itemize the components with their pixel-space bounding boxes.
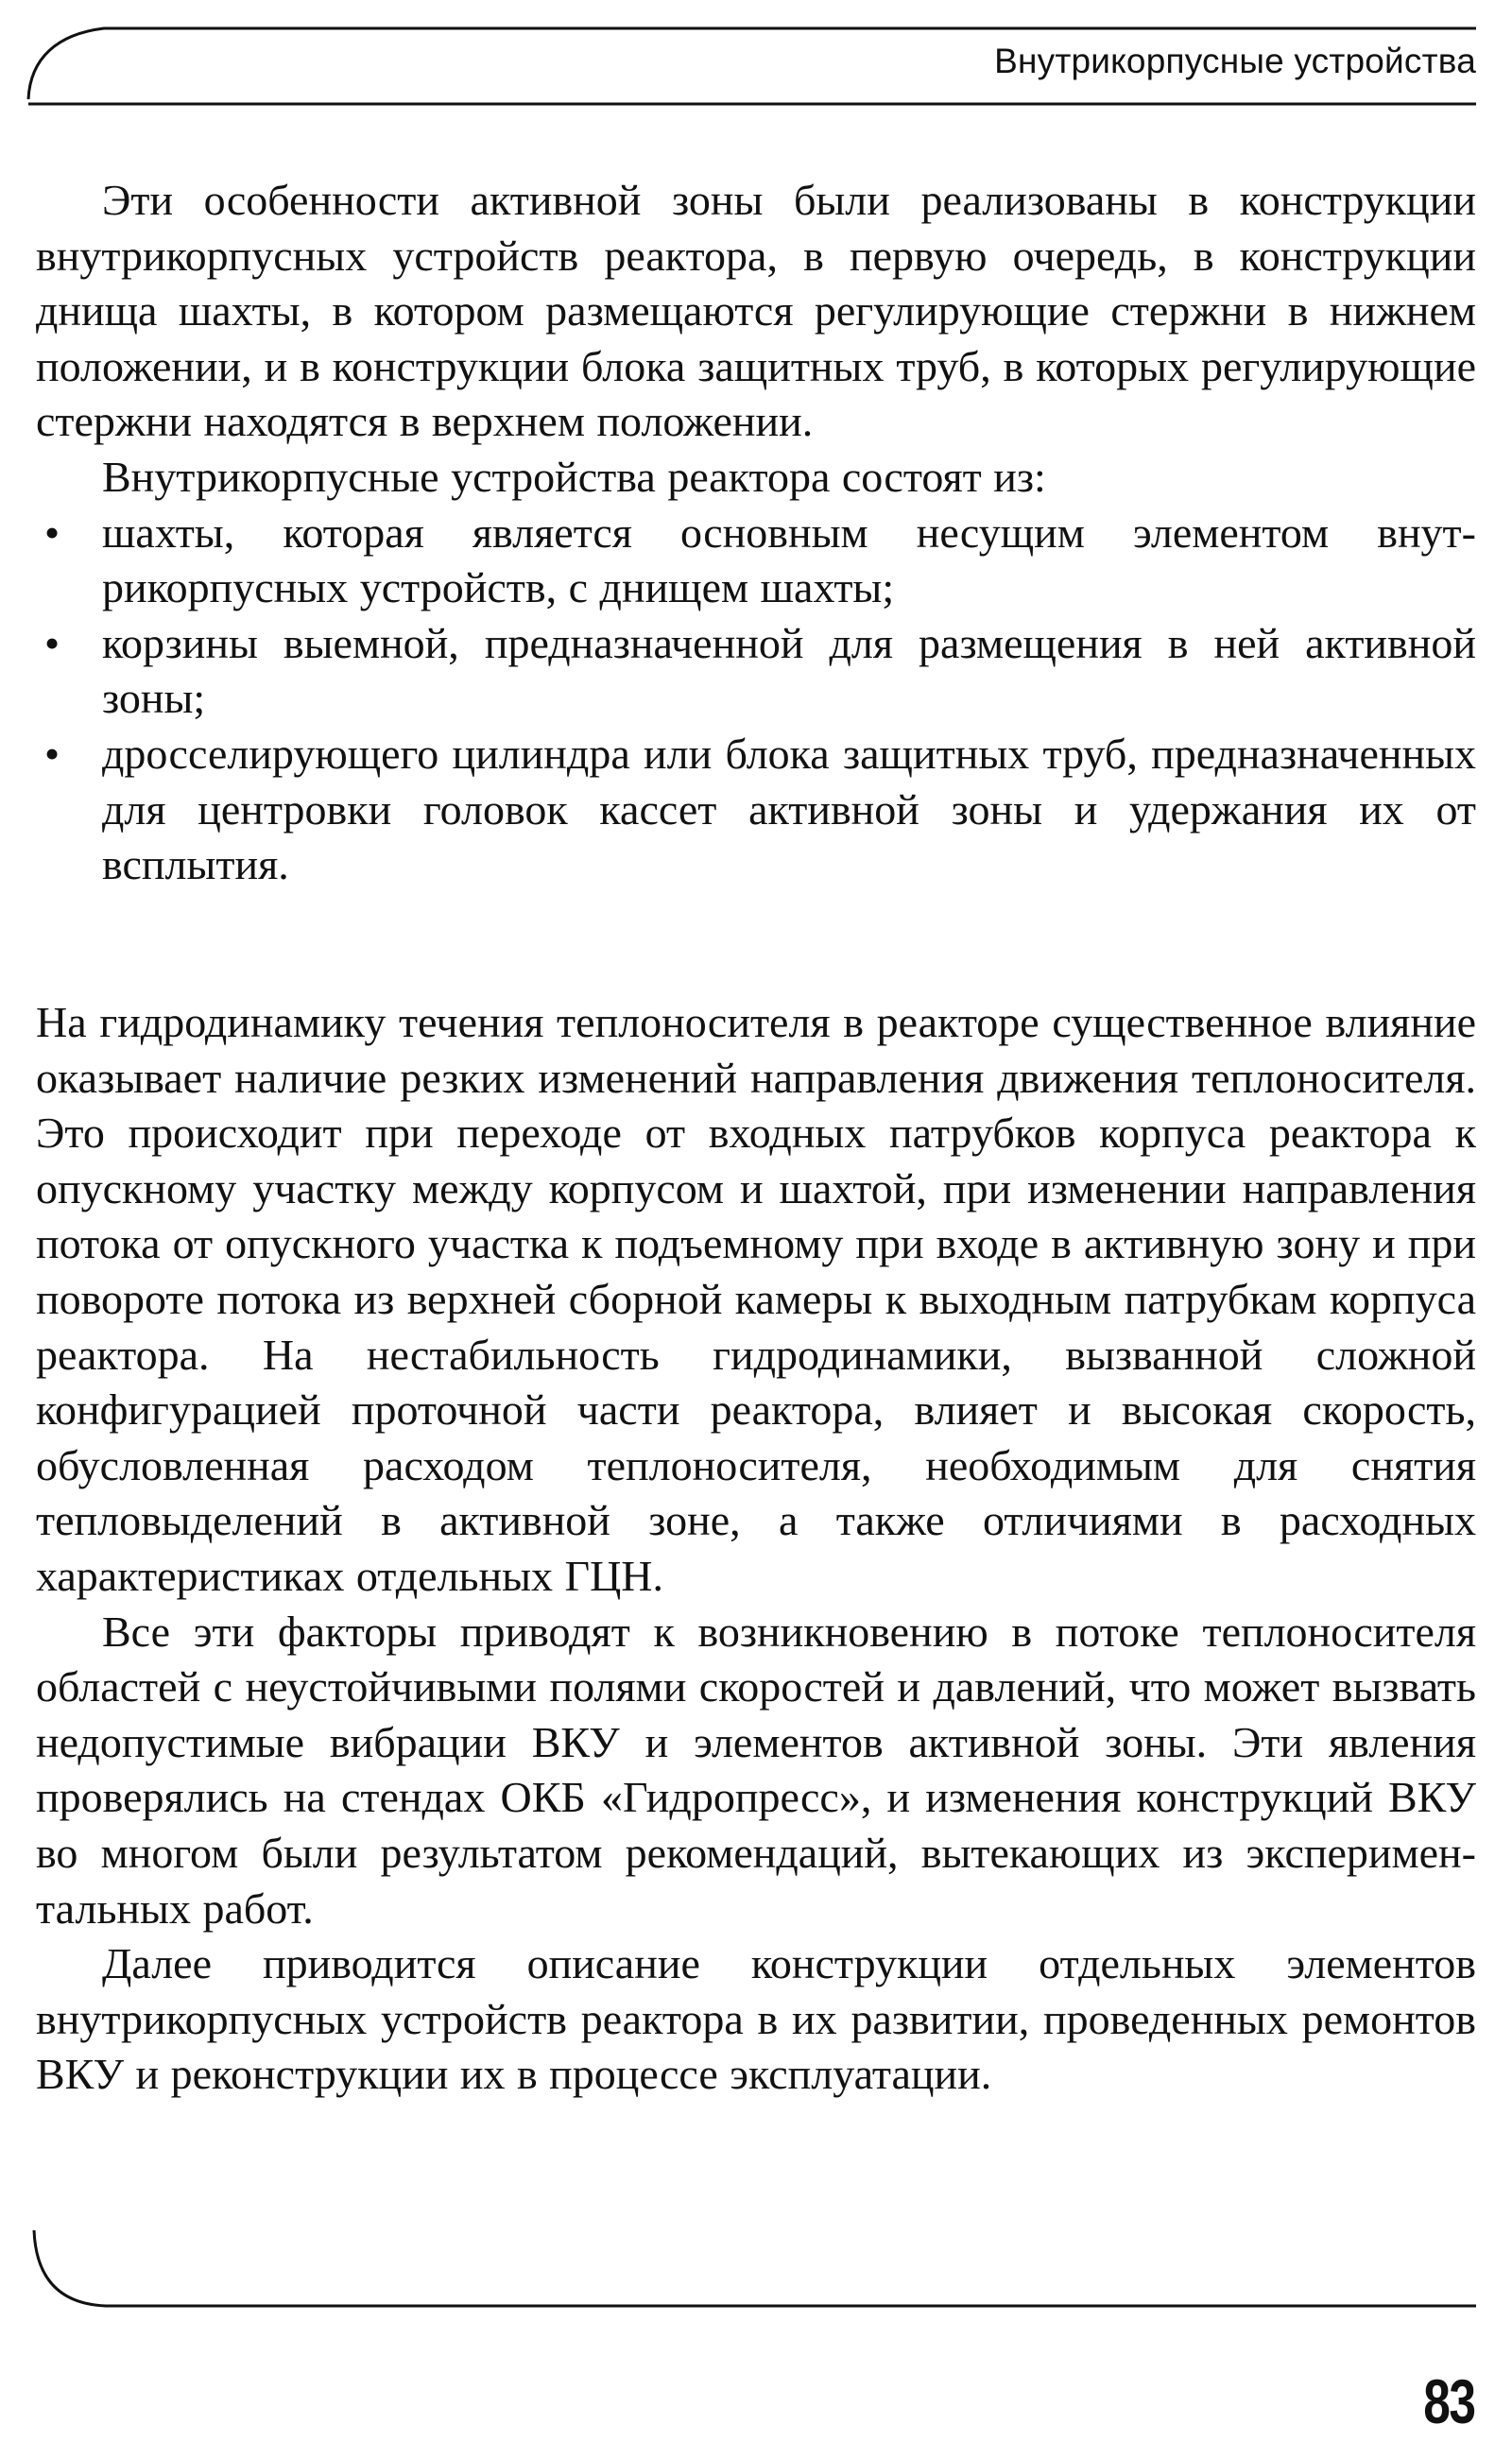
list-item xyxy=(36,506,1476,616)
bullet-icon: • xyxy=(43,618,60,667)
body-paragraph: Все эти факторы приводят к возникновению в потоке теплоносителя областей с неустойчивыми полями скоростей и давлений, что может вызвать недопустимые вибрации ВКУ и элементов активной зоны. Эти явления проверялись на стендах ОКБ «Гидропресс», и изменения конструкций ВКУ во многом были результатом рекомендаций, вытекающих из экспериментальных работ. xyxy=(36,1607,1476,1933)
list-item xyxy=(36,616,1476,727)
list-item xyxy=(36,727,1476,893)
body-paragraph: На гидродинамику течения теплоносителя в реакторе существенное влияние оказывает наличие резких изменений направления движения теплоносителя. Это происходит при переходе от входных патрубков корпуса реактора к опускному участку между корпусом и шахтой, при изменении направления потока от опускного участка к подъемному при входе в активную зону и при повороте потока из верхней сборной камеры к выходным патрубкам корпуса реактора. На нестабильность гидродинамики, вызванной сложной конфигурацией проточной части реактора, влияет и высокая скорость, обусловленная расходом теплоносителя, необходимым для снятия тепловыделений в активной зоне, а также отличиями в расходных характеристиках отдельных ГЦН. xyxy=(36,998,1476,1600)
list-intro: Внутрикорпусные устройства реактора состоят из: xyxy=(102,452,1046,501)
list-item-text: дросселирующего цилиндра или блока защитных труб, предназначенных для центровки головок кассет активной зоны и удержания их от всплытия. xyxy=(102,729,1476,889)
body-paragraph: Далее приводится описание конструкции отдельных элементов внутрикорпусных устройств реактора в их развитии, проведенных ремонтов ВКУ и реконструкции их в процессе эксплуатации. xyxy=(36,1939,1476,2099)
bullet-icon: • xyxy=(43,507,60,557)
bullet-icon: • xyxy=(43,729,60,778)
body-paragraph: Эти особенности активной зоны были реализованы в конструкции внутрикорпусных устройств реактора, в первую очередь, в конструкции днища шахты, в котором размещаются регулирующие стержни в нижнем положении, и в конструкции блока защитных труб, в которых регулирующие стержни находятся в верхнем положении. xyxy=(36,176,1476,446)
components-list xyxy=(36,506,1476,893)
list-item-text: шахты, которая является основным несущим элементом внутрикорпусных устройств, с днищем шахты; xyxy=(102,507,1476,612)
hydrodynamics-section xyxy=(36,995,1476,2103)
intro-section xyxy=(36,173,1476,893)
page-number: 83 xyxy=(1422,2366,1474,2436)
list-item-text: корзины выемной, предназначенной для размещения в ней активной зоны; xyxy=(102,618,1476,723)
running-header: Внутрикорпусные устройства xyxy=(994,42,1476,80)
footer-rule xyxy=(34,2230,1476,2306)
